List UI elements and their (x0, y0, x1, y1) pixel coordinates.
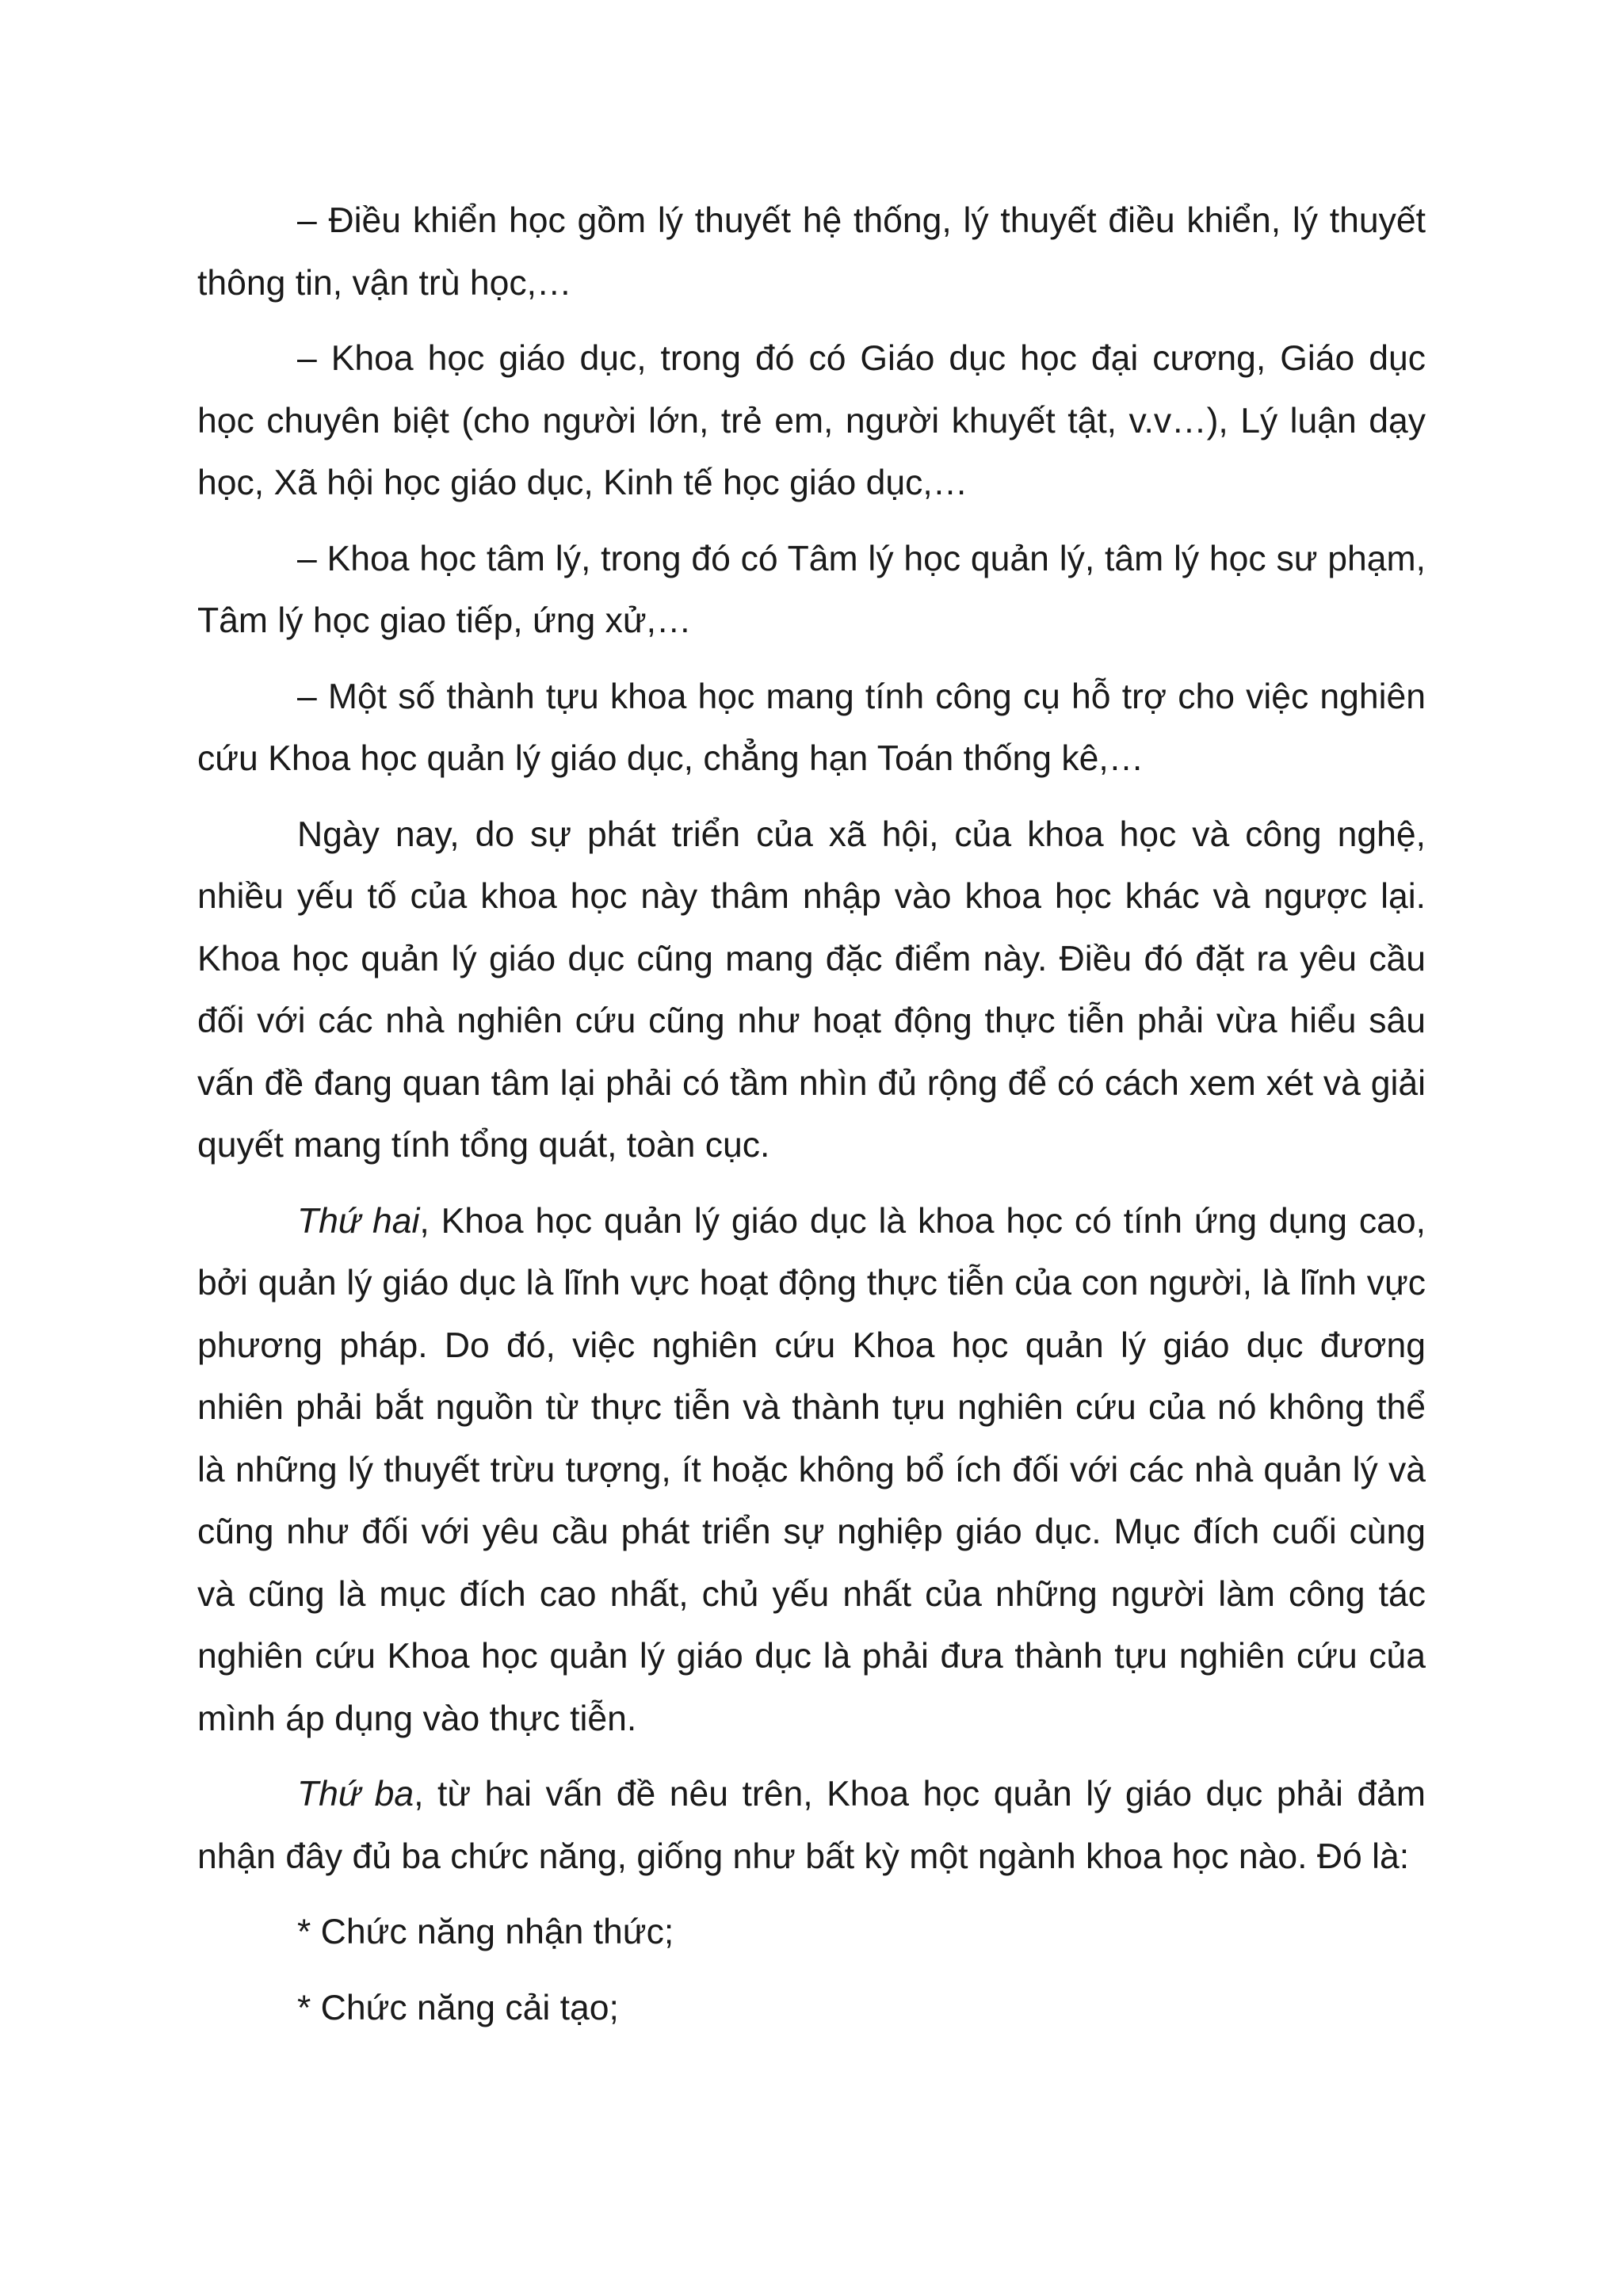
paragraph-text: – Điều khiển học gồm lý thuyết hệ thống, lý thuyết điều khiển, lý thuyết thông tin, vận trù học,… (197, 201, 1426, 303)
document-page (197, 190, 1426, 2053)
paragraph-text: , từ hai vấn đề nêu trên, Khoa học quản lý giáo dục phải đảm nhận đây đủ ba chức năng, giống như bất kỳ một ngành khoa học nào. Đó là: (197, 1775, 1426, 1876)
paragraph-lead: Thứ ba (297, 1775, 414, 1814)
paragraph-text: , Khoa học quản lý giáo dục là khoa học có tính ứng dụng cao, bởi quản lý giáo dục là lĩnh vực hoạt động thực tiễn của con người, là lĩnh vực phương pháp. Do đó, việc nghiên cứu Khoa học quản lý giáo dục đương nhiên phải bắt nguồn từ thực tiễn và thành tựu nghiên cứu của nó không thể là những lý thuyết trừu tượng, ít hoặc không bổ ích đối với các nhà quản lý và cũng như đối với yêu cầu phát triển sự nghiệp giáo dục. Mục đích cuối cùng và cũng là mục đích cao nhất, chủ yếu nhất của những người làm công tác nghiên cứu Khoa học quản lý giáo dục là phải đưa thành tựu nghiên cứu của mình áp dụng vào thực tiễn. (197, 1201, 1426, 1738)
paragraph-education-science (197, 328, 1426, 515)
paragraph-text: – Khoa học giáo dục, trong đó có Giáo dục học đại cương, Giáo dục học chuyên biệt (cho người lớn, trẻ em, người khuyết tật, v.v…), Lý luận dạy học, Xã hội học giáo dục, Kinh tế học giáo dục,… (197, 339, 1426, 502)
paragraph-third (197, 1764, 1426, 1888)
paragraph-text: – Một số thành tựu khoa học mang tính công cụ hỗ trợ cho việc nghiên cứu Khoa học quản lý giáo dục, chẳng hạn Toán thống kê,… (197, 677, 1426, 778)
paragraph-tools (197, 666, 1426, 791)
paragraph-cybernetics (197, 190, 1426, 315)
paragraph-text: Ngày nay, do sự phát triển của xã hội, của khoa học và công nghệ, nhiều yếu tố của khoa học này thâm nhập vào khoa học khác và ngược lại. Khoa học quản lý giáo dục cũng mang đặc điểm này. Điều đó đặt ra yêu cầu đối với các nhà nghiên cứu cũng như hoạt động thực tiễn phải vừa hiểu sâu vấn đề đang quan tâm lại phải có tầm nhìn đủ rộng để có cách xem xét và giải quyết mang tính tổng quát, toàn cục. (197, 814, 1426, 1165)
paragraph-nowadays (197, 804, 1426, 1177)
paragraph-second (197, 1191, 1426, 1751)
paragraph-text: – Khoa học tâm lý, trong đó có Tâm lý học quản lý, tâm lý học sư phạm, Tâm lý học giao tiếp, ứng xử,… (197, 539, 1426, 640)
bullet-item: * Chức năng nhận thức; (297, 1913, 674, 1951)
paragraph-lead: Thứ hai (297, 1201, 420, 1241)
paragraph-psychology (197, 528, 1426, 653)
bullet-item: * Chức năng cải tạo; (297, 1988, 619, 2027)
